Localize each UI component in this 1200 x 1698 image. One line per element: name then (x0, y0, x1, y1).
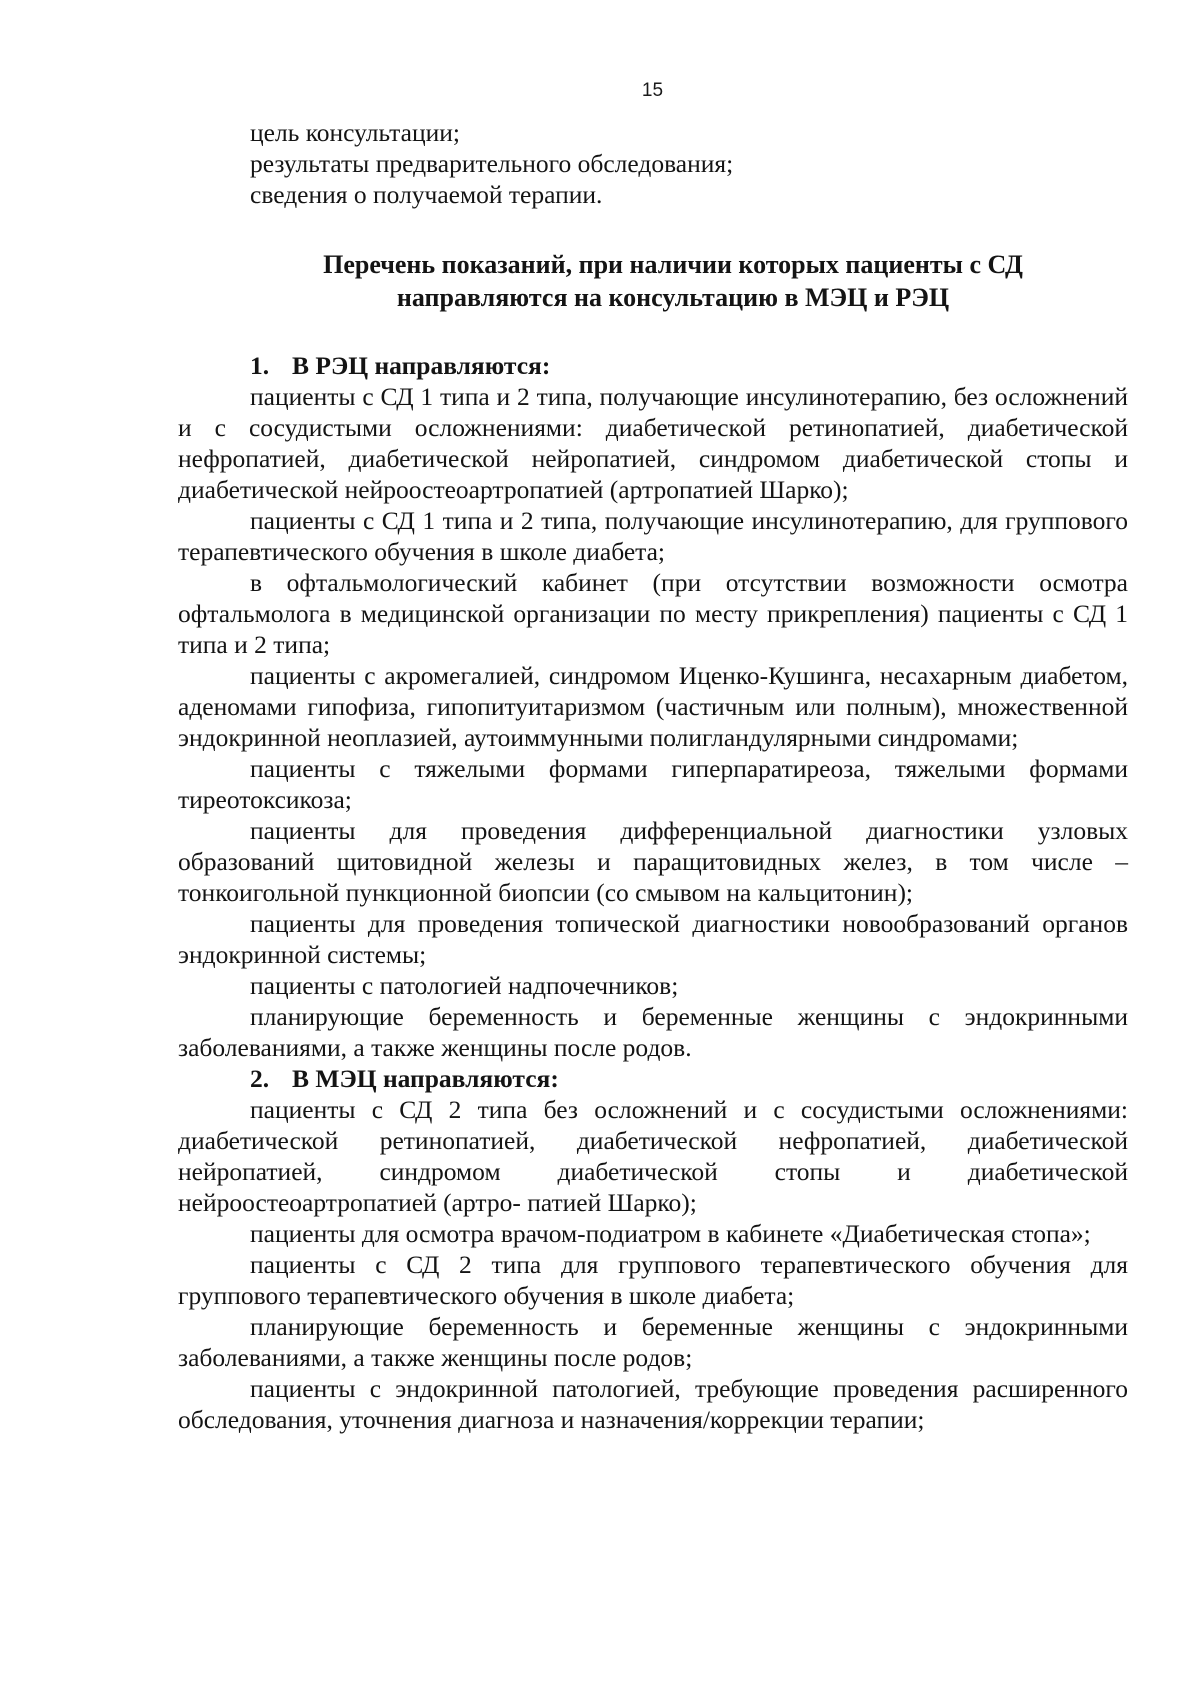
list-item: планирующие беременность и беременные женщины с эндокринными заболеваниями, а также женщины после родов. (178, 1002, 1128, 1062)
list-item: пациенты с патологией надпочечников; (250, 971, 679, 1000)
list-item: пациенты с СД 1 типа и 2 типа, получающие инсулинотерапию, без осложнений и с сосудистыми осложнениями: диабетической ретинопатией, диабетической нефропатией, диабетической нейропатией, синдромом диабетической стопы и диабетической нейроостеоартропатией (артропатией Шарко); (178, 382, 1128, 504)
list-item: пациенты для проведения топической диагностики новообразований органов эндокринной системы; (178, 909, 1128, 969)
heading-line: направляются на консультацию в МЭЦ и РЭЦ (396, 283, 950, 312)
list-item: в офтальмологический кабинет (при отсутствии возможности осмотра офтальмолога в медицинской организации по месту прикрепления) пациенты с СД 1 типа и 2 типа; (178, 568, 1128, 659)
section-title-text: В РЭЦ направляются: (292, 351, 551, 380)
list-item: пациенты для осмотра врачом-подиатром в кабинете «Диабетическая стопа»; (250, 1219, 1091, 1248)
intro-line: результаты предварительного обследования; (250, 149, 734, 178)
section-rec (178, 350, 1128, 1063)
document-heading (178, 248, 1128, 314)
section-number: 1. (250, 351, 270, 380)
list-item: пациенты для проведения дифференциальной диагностики узловых образований щитовидной железы и паращитовидных желез, в том числе – тонкоигольной пункционной биопсии (со смывом на кальцитонин); (178, 816, 1128, 907)
section-number: 2. (250, 1064, 270, 1093)
section-title (178, 350, 1128, 381)
section-mec (178, 1063, 1128, 1435)
list-item: пациенты с СД 2 типа без осложнений и с сосудистыми осложнениями: диабетической ретинопатией, диабетической нефропатией, диабетической нейропатией, синдромом диабетической стопы и диабетической нейроостеоартропатией (артро- патией Шарко); (178, 1095, 1128, 1217)
list-item: планирующие беременность и беременные женщины с эндокринными заболеваниями, а также женщины после родов; (178, 1312, 1128, 1372)
list-item: пациенты с СД 1 типа и 2 типа, получающие инсулинотерапию, для группового терапевтического обучения в школе диабета; (178, 506, 1128, 566)
document-body (178, 117, 1128, 1435)
section-title-text: В МЭЦ направляются: (292, 1064, 559, 1093)
list-item: пациенты с акромегалией, синдромом Иценко-Кушинга, несахарным диабетом, аденомами гипофиза, гипопитуитаризмом (частичным или полным), множественной эндокринной неоплазией, аутоиммунными полигландулярными синдромами; (178, 661, 1128, 752)
list-item: пациенты с тяжелыми формами гиперпаратиреоза, тяжелыми формами тиреотоксикоза; (178, 754, 1128, 814)
intro-line: цель консультации; (250, 118, 460, 147)
page-number: 15 (641, 80, 664, 101)
list-item: пациенты с СД 2 типа для группового терапевтического обучения для группового терапевтического обучения в школе диабета; (178, 1250, 1128, 1310)
list-item: пациенты с эндокринной патологией, требующие проведения расширенного обследования, уточнения диагноза и назначения/коррекции терапии; (178, 1374, 1128, 1434)
heading-line: Перечень показаний, при наличии которых пациенты с СД (323, 250, 1023, 279)
intro-line: сведения о получаемой терапии. (250, 180, 603, 209)
section-title (178, 1063, 1128, 1094)
